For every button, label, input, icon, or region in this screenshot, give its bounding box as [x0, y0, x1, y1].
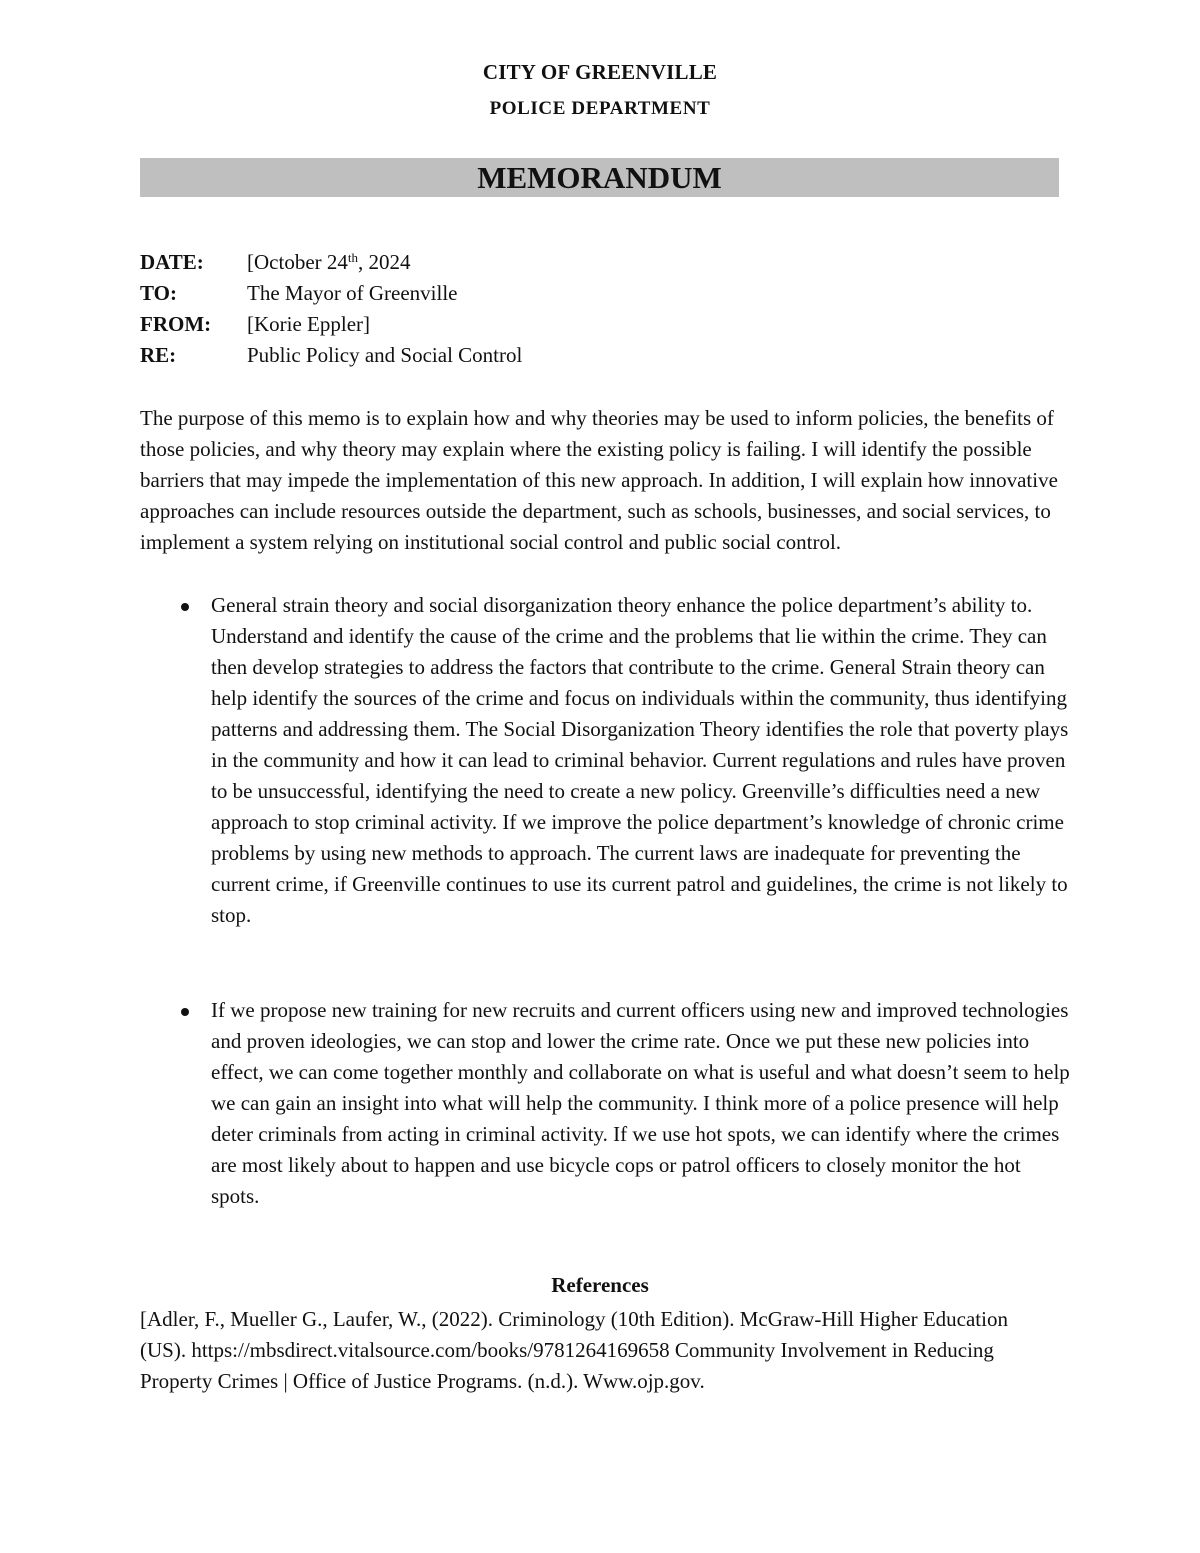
- meta-to-row: [140, 278, 522, 309]
- bullet-dot-icon: [181, 1008, 189, 1016]
- references-text: [Adler, F., Mueller G., Laufer, W., (2022). Criminology (10th Edition). McGraw-Hill Higher Education (US). https://mbsdirect.vitalsource.com/books/9781264169658 Community Involvement in Reducing Property Crimes | Office of Justice Programs. (n.d.). Www.ojp.gov.: [140, 1307, 1008, 1393]
- intro-paragraph: The purpose of this memo is to explain how and why theories may be used to inform policies, the benefits of those policies, and why theory may explain where the existing policy is failing. I will identify the possible barriers that may impede the implementation of this new approach. In addition, I will explain how innovative approaches can include resources outside the department, such as schools, businesses, and social services, to implement a system relying on institutional social control and public social control.: [140, 406, 1058, 554]
- memo-meta: [140, 247, 522, 371]
- meta-re-row: [140, 340, 522, 371]
- meta-from-row: [140, 309, 522, 340]
- re-label: RE:: [140, 343, 177, 367]
- department-title: POLICE DEPARTMENT: [489, 98, 711, 119]
- to-label: TO:: [140, 281, 177, 305]
- date-value-year: , 2024: [358, 250, 411, 274]
- from-value: [Korie Eppler]: [247, 312, 371, 336]
- from-label: FROM:: [140, 312, 212, 336]
- to-value: The Mayor of Greenville: [247, 281, 458, 305]
- city-title: CITY OF GREENVILLE: [482, 60, 718, 84]
- date-label: DATE:: [140, 250, 204, 274]
- memorandum-banner: MEMORANDUM: [140, 158, 1059, 197]
- bullet-dot-icon: [181, 603, 189, 611]
- date-value-main: [October 24: [247, 250, 348, 274]
- bullet-item: If we propose new training for new recruits and current officers using new and improved technologies and proven ideologies, we can stop and lower the crime rate. Once we put these new policies into effect, we can come together monthly and collaborate on what is useful and what doesn’t seem to help we can gain an insight into what will help the community. I think more of a police presence will help deter criminals from acting in criminal activity. If we use hot spots, we can identify where the crimes are most likely about to happen and use bicycle cops or patrol officers to closely monitor the hot spots.: [211, 998, 1070, 1208]
- bullet-item: General strain theory and social disorganization theory enhance the police department’s ability to. Understand and identify the cause of the crime and the problems that lie within the crime. They can then develop strategies to address the factors that contribute to the crime. General Strain theory can help identify the sources of the crime and focus on individuals within the community, thus identifying patterns and addressing them. The Social Disorganization Theory identifies the role that poverty plays in the community and how it can lead to criminal behavior. Current regulations and rules have proven to be unsuccessful, identifying the need to create a new policy. Greenville’s difficulties need a new approach to stop criminal activity. If we improve the police department’s knowledge of chronic crime problems by using new methods to approach. The current laws are inadequate for preventing the current crime, if Greenville continues to use its current patrol and guidelines, the crime is not likely to stop.: [211, 593, 1069, 927]
- re-value: Public Policy and Social Control: [247, 343, 523, 367]
- date-value: [247, 247, 411, 278]
- references-heading: References: [551, 1273, 649, 1297]
- meta-date-row: [140, 247, 522, 278]
- date-value-suffix: th: [347, 250, 359, 265]
